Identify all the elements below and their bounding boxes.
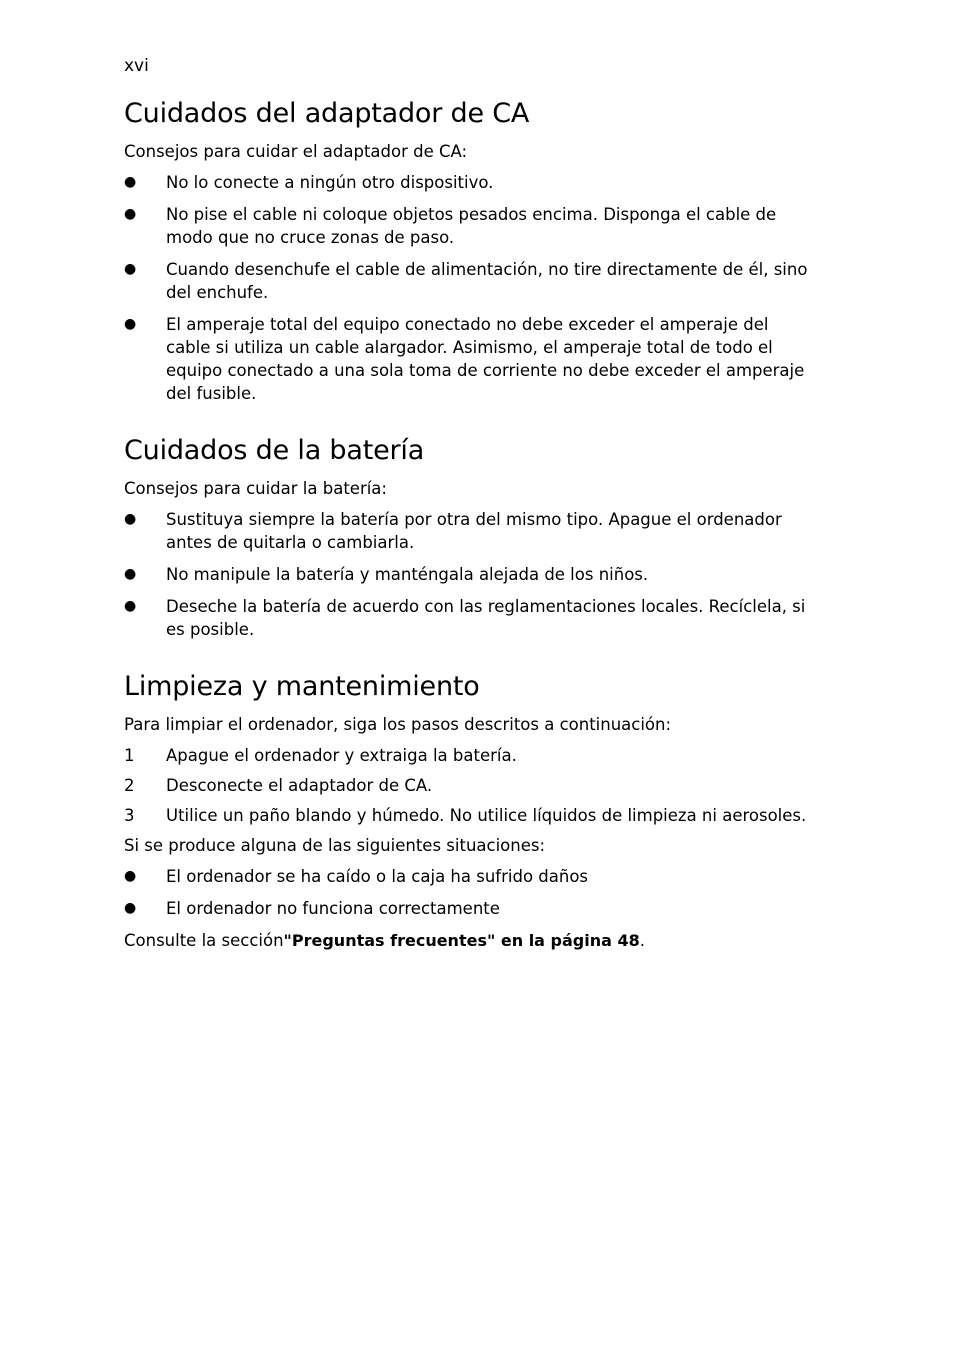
bullet-icon: ● — [124, 900, 137, 916]
faq-page-link[interactable]: "Preguntas frecuentes" en la página 48 — [283, 931, 640, 950]
list-item: ● Cuando desenchufe el cable de alimentación, no tire directamente de él, sino del enchufe. — [124, 260, 808, 302]
list-item: ● No pise el cable ni coloque objetos pesados encima. Disponga el cable de modo que no cruce zonas de paso. — [124, 205, 777, 247]
bullet-icon: ● — [124, 261, 137, 277]
bullet-icon: ● — [124, 206, 137, 222]
page-number: xvi — [124, 56, 149, 76]
list-item: ● No lo conecte a ningún otro dispositivo. — [124, 173, 494, 192]
bullet-list — [124, 508, 814, 641]
list-item: ● El amperaje total del equipo conectado no debe exceder el amperaje del cable si utiliza un cable alargador. Asimismo, el amperaje total de todo el equipo conectado a una sola toma de corriente no debe exceder el amperaje del fusible. — [124, 315, 805, 403]
bullet-icon: ● — [124, 511, 137, 527]
document-body — [124, 94, 814, 952]
bullet-icon: ● — [124, 174, 137, 190]
section-cleaning-maintenance — [124, 667, 814, 952]
step-number: 1 — [124, 746, 135, 765]
step-item: 3 Utilice un paño blando y húmedo. No utilice líquidos de limpieza ni aerosoles. — [124, 806, 807, 825]
section-intro: Consejos para cuidar el adaptador de CA: — [124, 142, 468, 161]
list-item: ● Deseche la batería de acuerdo con las reglamentaciones locales. Recíclela, si es posible. — [124, 597, 806, 639]
section-heading: Cuidados del adaptador de CA — [124, 98, 530, 129]
section-battery-care — [124, 431, 814, 641]
bullet-icon: ● — [124, 566, 137, 582]
bullet-icon: ● — [124, 316, 137, 332]
bullet-icon: ● — [124, 598, 137, 614]
situations-intro: Si se produce alguna de las siguientes situaciones: — [124, 836, 546, 855]
step-item: 1 Apague el ordenador y extraiga la batería. — [124, 746, 517, 765]
bullet-list — [124, 171, 814, 405]
list-item: ● No manipule la batería y manténgala alejada de los niños. — [124, 565, 649, 584]
step-number: 3 — [124, 806, 135, 825]
list-item: ● El ordenador no funciona correctamente — [124, 899, 500, 918]
section-heading: Limpieza y mantenimiento — [124, 671, 480, 702]
closing-reference: Consulte la sección"Preguntas frecuentes" en la página 48. — [124, 931, 645, 950]
list-item: ● El ordenador se ha caído o la caja ha sufrido daños — [124, 867, 589, 886]
bullet-list — [124, 865, 814, 920]
section-intro: Consejos para cuidar la batería: — [124, 479, 387, 498]
bullet-icon: ● — [124, 868, 137, 884]
step-item: 2 Desconecte el adaptador de CA. — [124, 776, 433, 795]
section-intro: Para limpiar el ordenador, siga los pasos descritos a continuación: — [124, 715, 672, 734]
step-number: 2 — [124, 776, 135, 795]
section-heading: Cuidados de la batería — [124, 435, 425, 466]
section-ac-adapter-care — [124, 94, 814, 405]
list-item: ● Sustituya siempre la batería por otra del mismo tipo. Apague el ordenador antes de quitarla o cambiarla. — [124, 510, 782, 552]
numbered-steps — [124, 744, 814, 827]
